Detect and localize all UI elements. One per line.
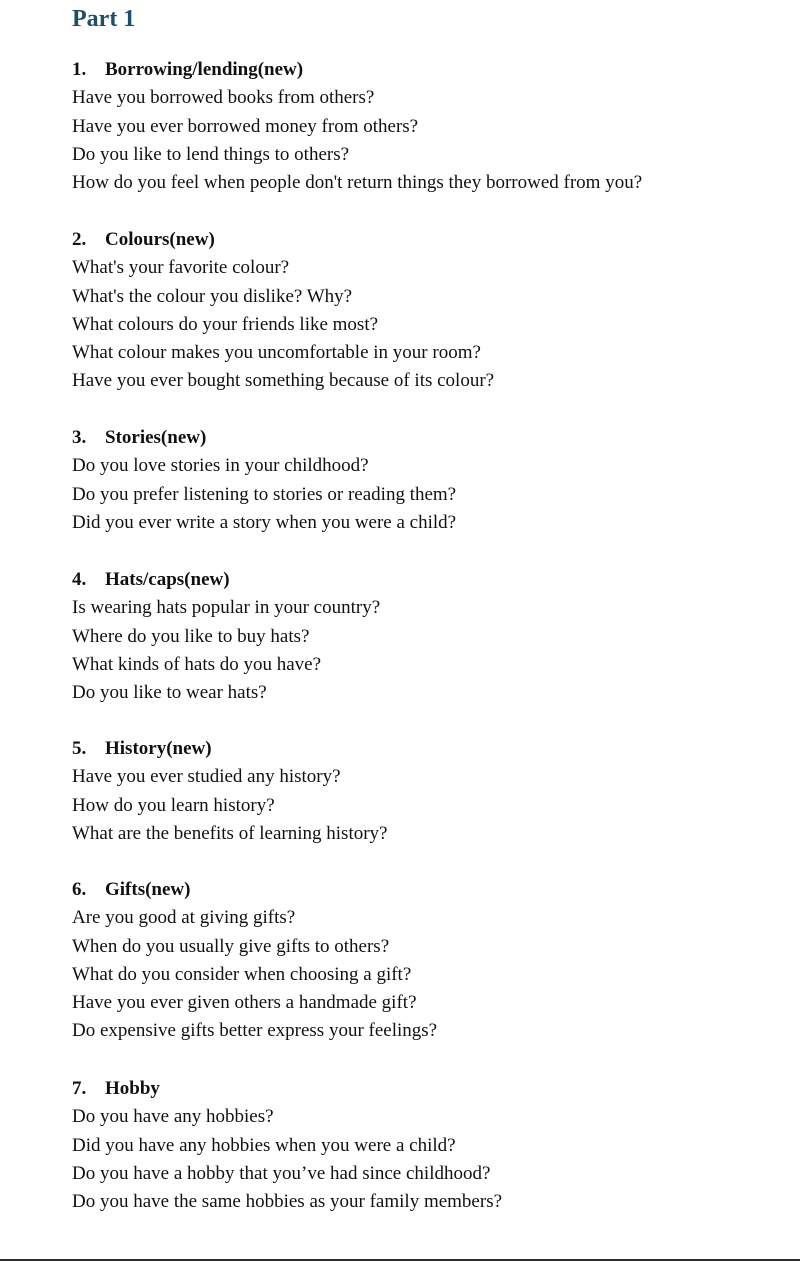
question: Did you ever write a story when you were a child? <box>72 511 457 533</box>
question: Have you ever given others a handmade gift? <box>72 992 417 1014</box>
question: How do you feel when people don't return things they borrowed from you? <box>72 172 643 194</box>
question: Have you ever borrowed money from others? <box>72 115 419 137</box>
section-title: Colours(new) <box>105 229 215 250</box>
question: Do you have any hobbies? <box>72 1106 274 1128</box>
question: Do you prefer listening to stories or reading them? <box>72 483 457 505</box>
page-bottom-divider <box>0 1259 800 1261</box>
section-colours <box>72 226 772 396</box>
section-title: Gifts(new) <box>105 879 191 900</box>
question: What's the colour you dislike? Why? <box>72 285 353 307</box>
question: What kinds of hats do you have? <box>72 653 322 675</box>
section-number: 5. <box>72 738 87 759</box>
question: What do you consider when choosing a gift? <box>72 963 412 985</box>
question: Do you like to lend things to others? <box>72 143 350 165</box>
question: How do you learn history? <box>72 794 275 816</box>
section-number: 1. <box>72 59 87 80</box>
question: Do you have the same hobbies as your family members? <box>72 1191 503 1213</box>
section-number: 4. <box>72 569 87 590</box>
question: Are you good at giving gifts? <box>72 907 296 929</box>
section-history <box>72 735 772 848</box>
section-gifts <box>72 876 772 1046</box>
section-title: Hobby <box>105 1078 160 1099</box>
question: Have you ever bought something because of its colour? <box>72 370 495 392</box>
section-hats-caps <box>72 566 772 707</box>
question: Where do you like to buy hats? <box>72 625 310 647</box>
section-number: 6. <box>72 879 87 900</box>
part-title: Part 1 <box>72 6 136 32</box>
question: Do expensive gifts better express your feelings? <box>72 1020 438 1042</box>
section-hobby <box>72 1075 772 1216</box>
question: Do you have a hobby that you’ve had since childhood? <box>72 1162 491 1184</box>
question: What colours do your friends like most? <box>72 313 379 335</box>
section-title: Stories(new) <box>105 427 207 448</box>
section-heading <box>72 876 772 904</box>
question: When do you usually give gifts to others? <box>72 935 390 957</box>
section-stories <box>72 424 772 537</box>
section-heading <box>72 735 772 763</box>
section-title: History(new) <box>105 738 212 759</box>
question: Do you love stories in your childhood? <box>72 455 369 477</box>
question: Is wearing hats popular in your country? <box>72 597 381 619</box>
section-number: 2. <box>72 229 87 250</box>
question: What are the benefits of learning history? <box>72 822 388 844</box>
question: What colour makes you uncomfortable in your room? <box>72 342 481 364</box>
section-title: Hats/caps(new) <box>105 569 230 590</box>
section-heading <box>72 424 772 452</box>
section-heading <box>72 1075 772 1103</box>
question: Do you like to wear hats? <box>72 682 267 704</box>
section-number: 3. <box>72 427 87 448</box>
question: Did you have any hobbies when you were a child? <box>72 1134 456 1156</box>
section-heading <box>72 566 772 594</box>
question: What's your favorite colour? <box>72 257 290 279</box>
section-heading <box>72 56 772 84</box>
section-title: Borrowing/lending(new) <box>105 59 304 80</box>
section-borrowing-lending <box>72 56 772 197</box>
section-number: 7. <box>72 1078 87 1099</box>
question: Have you borrowed books from others? <box>72 87 375 109</box>
section-heading <box>72 226 772 254</box>
question: Have you ever studied any history? <box>72 766 341 788</box>
